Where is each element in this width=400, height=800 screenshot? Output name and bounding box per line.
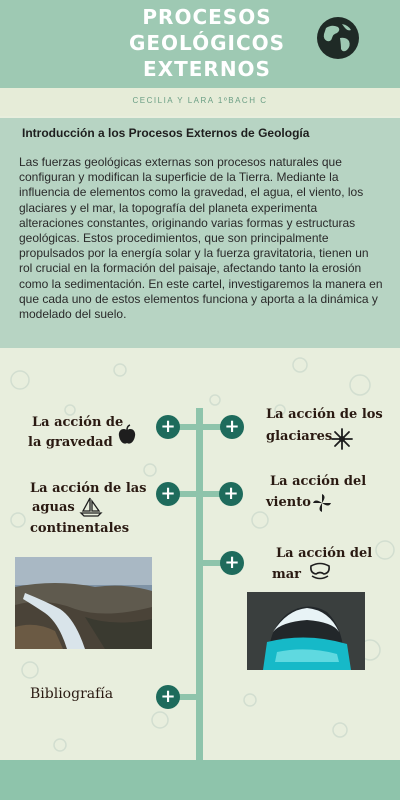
expand-glaciares-button[interactable]: + <box>220 415 244 439</box>
label-viento-line2: viento <box>266 495 311 510</box>
expand-gravedad-button[interactable]: + <box>156 415 180 439</box>
title-line-3: EXTERNOS <box>143 57 271 81</box>
label-mar-line2: mar <box>272 567 302 582</box>
apple-icon <box>117 424 137 446</box>
label-aguas-line3: continentales <box>30 521 130 536</box>
intro-title: Introducción a los Procesos Externos de Geología <box>22 126 310 140</box>
intro-paragraph: Las fuerzas geológicas externas son procesos naturales que configuran y modifican la superficie de la Tierra. Mediante la influencia de elementos como la gravedad, el agua, el viento, los glaciares y el mar, la topografía del planeta experimenta alteraciones constantes, originando varias formas y estructuras geológicas. Estos procedimientos, que son principalmente propulsados por la energía solar y la fuerza gravitatoria, tienen un rol crucial en la formación del paisaje, afectando tanto la erosión como la sedimentación. En este cartel, investigaremos la manera en que cada uno de estos elementos funciona y aporta a la dinámica y modelado del suelo. <box>19 155 383 322</box>
expand-mar-button[interactable]: + <box>220 551 244 575</box>
label-gravedad-line2: la gravedad <box>28 435 113 450</box>
footer-band <box>0 760 400 800</box>
pinwheel-icon <box>312 493 332 513</box>
label-line: La acción de <box>32 415 124 430</box>
diving-mask-icon <box>308 561 332 581</box>
page-title <box>98 4 316 82</box>
expand-aguas-button[interactable]: + <box>156 482 180 506</box>
sailboat-icon <box>79 496 103 518</box>
expand-viento-button[interactable]: + <box>219 482 243 506</box>
title-line-1: PROCESOS <box>142 5 272 29</box>
authors-subtitle: CECILIA Y LARA 1ºBACH C <box>132 96 268 105</box>
title-line-2: GEOLÓGICOS <box>128 31 286 55</box>
label-glaciares: La acción de los <box>266 407 383 422</box>
label-aguas-line2: aguas <box>32 500 75 515</box>
river-canyon-photo <box>15 557 152 649</box>
snowflake-icon <box>331 428 353 450</box>
bibliografia-label[interactable]: Bibliografía <box>30 686 114 702</box>
expand-bibliografia-button[interactable]: + <box>156 685 180 709</box>
label-mar: La acción del <box>276 546 373 561</box>
globe-icon <box>316 16 360 60</box>
timeline-spine <box>196 408 203 760</box>
sea-cave-photo <box>247 592 365 670</box>
label-aguas: La acción de las <box>30 481 147 496</box>
label-viento: La acción del <box>270 474 367 489</box>
label-gravedad <box>32 412 123 434</box>
label-glaciares-line2: glaciares <box>266 429 333 444</box>
